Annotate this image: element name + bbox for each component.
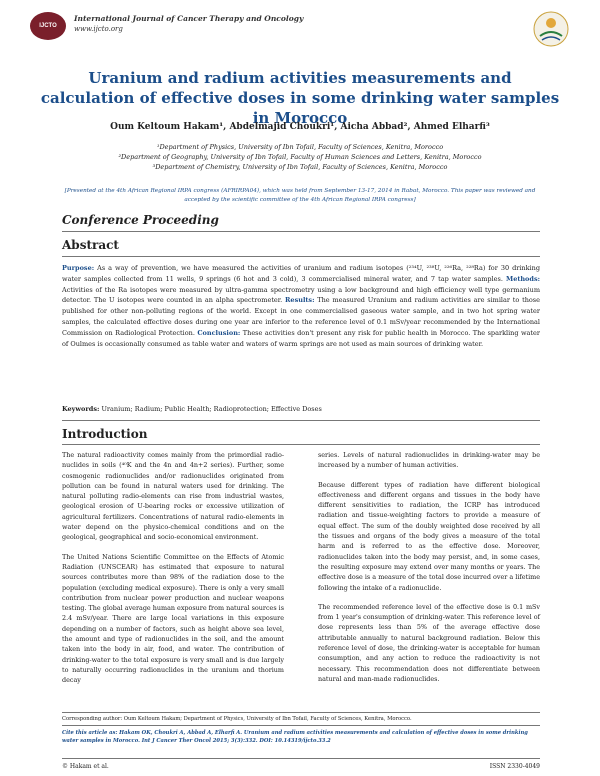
- paragraph: The United Nations Scientific Committee on the Effects of Atomic Radiation (UNSCEAR) has estimated that exposure to natural sources contributes more than 98% of the radiation dose to the population (excluding medical exposure). There is only a very small contribution from nuclear power production and nuclear weapons testing. The global average human exposure from natural sources is 2.4 mSv/year. There are large local variations in this exposure depending on a number of factors, such as height above sea level, the amount and type of radionuclides in the soil, and the amount taken into the body in air, food, and water. The contribution of drinking-water to the total exposure is very small and is due largely to naturally occurring radionuclides in the uranium and thorium decay: [62, 552, 284, 685]
- results-text: The measured Uranium and radium activities are similar to those published for other non-polluting regions of the world. Except in one commercialised gaseous water sample, and in two hot spring water samples, the calculated effective doses during one year are inferior to the reference level of 0.1 mSv/year recommended by the International Commission on Radiological Protection.: [62, 296, 540, 337]
- divider: [62, 758, 540, 759]
- paragraph: Because different types of radiation have different biological effectiveness and different organs and tissues in the body have different sensitivities to radiation, the ICRP has introduced radiation and tissue-weighting factors to provide a measure of equal effect. The sum of the doubly weighted dose received by all the tissues and organs of the body gives a measure of the total harm and is referred to as the effective dose. Moreover, radionuclides taken into the body may persist, and, in some cases, the resulting exposure may extend over many months or years. The effective dose is a measure of the total dose incurred over a lifetime following the intake of a radionuclide.: [318, 480, 540, 592]
- affiliation-1: ¹Department of Physics, University of Ibn Tofail, Faculty of Sciences, Kenitra, Morocco: [156, 143, 444, 151]
- divider: [62, 420, 540, 421]
- affiliation-2: ²Department of Geography, University of Ibn Tofail, Faculty of Human Sciences and Letters, Kenitra, Morocco: [118, 153, 482, 161]
- divider: [62, 712, 540, 713]
- intro-left-column: [62, 450, 284, 695]
- paragraph: series. Levels of natural radionuclides in drinking-water may be increased by a number of human activities.: [318, 451, 540, 470]
- journal-logo: IJCTO: [30, 12, 66, 40]
- divider: [62, 444, 540, 445]
- article-type: Conference Proceeding: [62, 213, 219, 227]
- paragraph: The recommended reference level of the effective dose is 0.1 mSv from 1 year's consumption of drinking-water. This reference level of dose represents less than 5% of the average effective dose attributable annually to natural background radiation. Below this reference level of dose, the drinking-water is acceptable for human consumption, and any action to reduce the radioactivity is not necessary. This recommendation does not differentiate between natural and man-made radionuclides.: [318, 602, 540, 683]
- methods-label: Methods:: [506, 274, 540, 283]
- conclusion-label: Conclusion:: [197, 328, 241, 337]
- journal-site: www.ijcto.org: [74, 25, 123, 33]
- intro-right-column: [318, 450, 540, 693]
- journal-name: International Journal of Cancer Therapy and Oncology: [74, 14, 304, 23]
- purpose-text: As a way of prevention, we have measured the activities of uranium and radium isotopes (²³⁴U, ²³⁸U, ²²⁶Ra, ²²⁸Ra) for 30 drinking water samples collected from 11 wells, 9 springs (6 hot and 3 cold), 3 commercialised mineral water, and 7 tap water samples.: [62, 264, 540, 283]
- introduction-heading: Introduction: [62, 427, 148, 441]
- abstract-body: [62, 263, 540, 349]
- corresponding-author: Corresponding author: Oum Keltoum Hakam; Department of Physics, University of Ibn Tofail, Faculty of Sciences, Kenitra, Morocco.: [62, 716, 412, 722]
- paper-title: Uranium and radium activities measurements and calculation of effective doses in some drinking water samples in Morocco: [40, 69, 560, 127]
- congress-logo-icon: [532, 10, 570, 48]
- presentation-note: [Presented at the 4th African Regional IRPA congress (AFRIRPA04), which was held from September 13-17, 2014 in Rabat, Morocco. This paper was reviewed and accepted by the scientific committee of the 4th African Regional IRPA congress]: [64, 188, 536, 203]
- divider: [62, 256, 540, 257]
- results-label: Results:: [285, 296, 315, 305]
- copyright: © Hakam et al.: [62, 763, 109, 770]
- issn: ISSN 2330-4049: [489, 763, 540, 770]
- methods-text: Activities of the Ra isotopes were measured by ultra-gamma spectrometry using a low background and high efficiency well type germanium detector. The U isotopes were counted in an alpha spectrometer.: [62, 285, 540, 305]
- author-list: Oum Keltoum Hakam¹, Abdelmajid Choukri¹, Aicha Abbad², Ahmed Elharfi³: [110, 122, 490, 132]
- divider: [62, 231, 540, 232]
- journal-header: [30, 10, 570, 50]
- abstract-heading: Abstract: [62, 238, 119, 252]
- purpose-label: Purpose:: [62, 264, 95, 272]
- divider: [62, 725, 540, 726]
- affiliation-3: ³Department of Chemistry, University of Ibn Tofail, Faculty of Sciences, Kenitra, Morocco: [152, 163, 448, 171]
- paragraph: The natural radioactivity comes mainly from the primordial radio-nuclides in soils (⁴⁰K and the 4n and 4n+2 series). Further, some cosmogenic radionuclides and/or radionuclides originated from pollution can be found in natural waters used for drinking. The natural polluting radio-elements can rise from industrial wastes, geological erosion of U-bearing rocks or excessive utilization of agricultural fertilizers. Concentrations of natural radio-elements in water depend on the physico-chemical conditions and on the geological, geographical and socio-economical environment.: [62, 451, 284, 542]
- conclusion-text: These activities don't present any risk for public health in Morocco. The sparkling water of Oulmes is occasionally consumed as table water and waters of warm springs are not used as main sources of drinking water.: [62, 328, 540, 348]
- keywords-text: Uranium; Radium; Public Health; Radioprotection; Effective Doses: [99, 405, 322, 413]
- citation: Cite this article as: Hakam OK, Choukri A, Abbad A, Elharfi A. Uranium and radium activities measurements and calculation of effective doses in some drinking water samples in Morocco. Int J Cancer Ther Oncol 2015; 3(3):332. DOI: 10.14319/ijcto.33.2: [62, 730, 528, 744]
- keywords: [62, 405, 540, 413]
- keywords-label: Keywords:: [62, 405, 100, 413]
